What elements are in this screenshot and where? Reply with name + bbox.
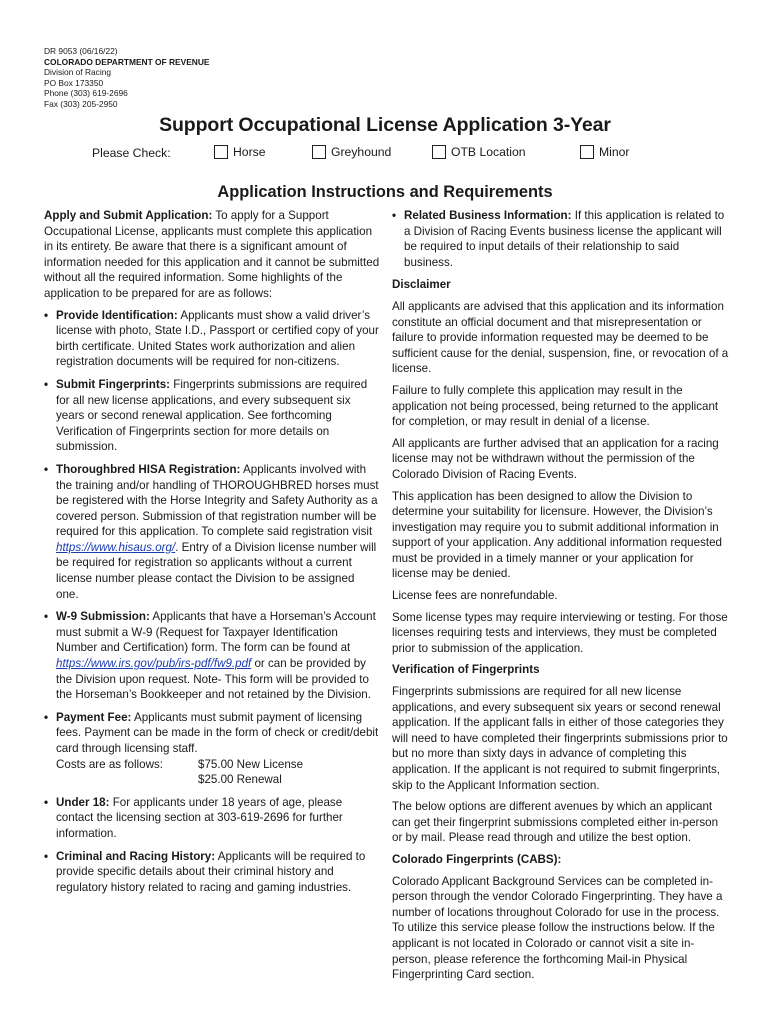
- verification-heading: Verification of Fingerprints: [392, 663, 540, 677]
- please-check-label: Please Check:: [92, 146, 171, 160]
- department-name: COLORADO DEPARTMENT OF REVENUE: [44, 56, 210, 67]
- costs-label: Costs are as follows:: [56, 757, 163, 771]
- w9-heading: W-9 Submission:: [56, 610, 150, 624]
- cabs-paragraph: Colorado Applicant Background Services can be completed in-person through the vendor Colorado Fingerprinting. They have a number of locations throughout Colorado for use in the process. To utilize this service please follow the instructions below. If the applicant is not located in Colorado or cannot visit a site in-person, please reference the forthcoming Mail-in Physical Fingerprinting Card section.: [392, 874, 723, 982]
- page-title: Support Occupational License Application 3-Year: [159, 114, 611, 136]
- checkbox-otb-location-box[interactable]: [432, 145, 446, 159]
- license-type-checks: [0, 145, 770, 163]
- section-title: Application Instructions and Requirements: [217, 183, 553, 201]
- form-header: [44, 46, 210, 110]
- right-column: [392, 208, 730, 989]
- disclaimer-paragraph-3: All applicants are further advised that an application for a racing license may not be withdrawn without the permission of the Colorado Division of Racing Events.: [392, 436, 719, 481]
- cost-new-license: $75.00 New License: [198, 757, 304, 771]
- related-business-heading: Related Business Information:: [404, 209, 572, 222]
- payment-heading: Payment Fee:: [56, 710, 132, 724]
- checkbox-otb-location-label: OTB Location: [451, 145, 526, 159]
- list-item: [44, 795, 380, 842]
- under-18-text: For applicants under 18 years of age, please contact the licensing section at 303-619-2696 for further information.: [56, 795, 343, 840]
- phone-number: Phone (303) 619-2696: [44, 88, 128, 99]
- w9-text: Applicants that have a Horseman’s Account must submit a W-9 (Request for Taxpayer Identification Number and Certification) form. The form can be found at: [56, 610, 376, 655]
- cabs-heading: Colorado Fingerprints (CABS):: [392, 852, 562, 866]
- hisa-text-cont: . Entry of a Division license number will be required for registration so applicants without a current license number please contact the Division to be assigned one.: [56, 540, 377, 601]
- form-id: DR 9053 (06/16/22): [44, 46, 118, 56]
- costs-table: [56, 757, 380, 788]
- under-18-heading: Under 18:: [56, 795, 110, 809]
- requirements-list: [44, 308, 380, 896]
- checkbox-greyhound-box[interactable]: [312, 145, 326, 159]
- hisa-link[interactable]: https://www.hisaus.org/: [56, 540, 176, 554]
- cost-renewal: $25.00 Renewal: [198, 773, 282, 787]
- fax-number: Fax (303) 205-2950: [44, 98, 118, 109]
- list-item: [44, 849, 380, 896]
- history-heading: Criminal and Racing History:: [56, 849, 216, 863]
- division-name: Division of Racing: [44, 67, 112, 78]
- disclaimer-paragraph-4: This application has been designed to allow the Division to determine your suitability for licensure. However, the Division’s investigation may require you to submit additional information in support of your application. Any additional information requested must be provided in a timely manner or your application for license may be denied.: [392, 489, 722, 581]
- checkbox-horse-label: Horse: [233, 145, 266, 159]
- identification-text: Applicants must show a valid driver’s license with photo, State I.D., Passport or certified copy of your birth certificate. United States work authorization and alien registration documents will be required for non-citizens.: [56, 308, 379, 369]
- hisa-text: Applicants involved with the training and/or handling of THOROUGHBRED horses must be registered with the Horse Integrity and Safety Authority as a covered person. Submission of that registration number will be required for this application. To complete said registration visit: [56, 462, 379, 539]
- list-item: [392, 208, 730, 270]
- identification-heading: Provide Identification:: [56, 308, 178, 322]
- checkbox-otb-location[interactable]: [432, 145, 526, 159]
- w9-text-cont: or can be provided by the Division upon request. Note- This form will be provided to the Horseman’s Bookkeeper and not retained by the Division.: [56, 657, 371, 702]
- intro-paragraph: [44, 208, 380, 302]
- checkbox-horse[interactable]: [214, 145, 266, 159]
- disclaimer-paragraph-6: Some license types may require interviewing or testing. For those licenses requiring tests and interviews, they must be completed prior to submission of the application.: [392, 610, 728, 655]
- hisa-heading: Thoroughbred HISA Registration:: [56, 462, 241, 476]
- checkbox-greyhound-label: Greyhound: [331, 145, 392, 159]
- list-item: [44, 377, 380, 455]
- checkbox-greyhound[interactable]: [312, 145, 391, 159]
- disclaimer-paragraph-5: License fees are nonrefundable.: [392, 589, 558, 603]
- checkbox-horse-box[interactable]: [214, 145, 228, 159]
- list-item: [44, 609, 380, 703]
- list-item: [44, 710, 380, 788]
- checkbox-minor-box[interactable]: [580, 145, 594, 159]
- verification-paragraph-1: Fingerprints submissions are required for all new license applications, and every subsequent six years or second renewal application. If the applicant falls in either of those categories they will need to have completed their fingerprints submissions prior to but no more than sixty days in advance of completing this application. If the applicant is not required to submit fingerprints, skip to the Applicant Information section.: [392, 685, 728, 792]
- disclaimer-heading: Disclaimer: [392, 278, 451, 292]
- payment-text: Applicants must submit payment of licensing fees. Payment can be made in the form of check or credit/debit card through licensing staff.: [56, 710, 379, 755]
- checkbox-minor[interactable]: [580, 145, 629, 159]
- related-business-text: If this application is related to a Division of Racing Events business license the applicant will be required to input details of their relationship to said business.: [404, 209, 725, 269]
- history-text: Applicants will be required to provide specific details about their criminal history and regulatory history related to racing and gaming industries.: [56, 849, 366, 894]
- intro-text: To apply for a Support Occupational License, applicants must complete this application in its entirety. Be aware that there is a significant amount of information needed for this application and it cannot be submitted without all the required information. Some highlights of the application to be prepared for are as follows:: [44, 209, 380, 300]
- related-business-list: [392, 208, 730, 270]
- fingerprints-heading: Submit Fingerprints:: [56, 377, 171, 391]
- disclaimer-paragraph-2: Failure to fully complete this application may result in the application not being processed, being returned to the applicant for completion, or may result in denial of a license.: [392, 383, 719, 429]
- list-item: [44, 308, 380, 370]
- intro-heading: Apply and Submit Application:: [44, 209, 213, 222]
- verification-paragraph-2: The below options are different avenues by which an applicant can get their fingerprint submissions completed either in-person or by mail. Please read through and utilize the best option.: [392, 800, 719, 845]
- w9-link[interactable]: https://www.irs.gov/pub/irs-pdf/fw9.pdf: [56, 657, 252, 671]
- list-item: [44, 462, 380, 602]
- left-column: [44, 208, 380, 902]
- fingerprints-text: Fingerprints submissions are required for all new license applications, and every subsequent six years or second renewal application. See forthcoming Verification of Fingerprints section for more details on submission.: [56, 377, 368, 454]
- checkbox-minor-label: Minor: [599, 145, 630, 159]
- disclaimer-paragraph-1: All applicants are advised that this application and its information constitute an official document and that misrepresentation or failure to provide information requested may be deemed to be sufficient cause for the denial, suspension, fine, or revocation of a license.: [392, 299, 729, 376]
- po-box: PO Box 173350: [44, 77, 104, 88]
